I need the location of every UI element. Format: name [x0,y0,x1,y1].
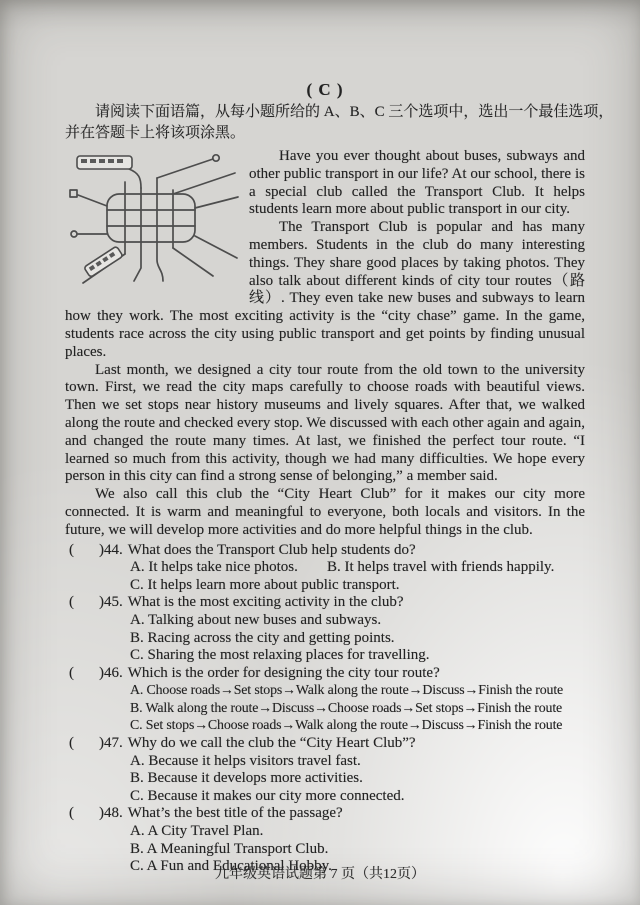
question-text: What does the Transport Club help students do? [127,541,416,558]
question-text: Why do we call the club the “City Heart Club”? [127,735,416,752]
option-a: A. Choose roads→Set stops→Walk along the route→Discuss→Finish the route [130,683,564,699]
option-c: C. Set stops→Choose roads→Walk along the route→Discuss→Finish the route [130,718,563,734]
option-a: A. It helps take nice photos. [130,559,298,576]
passage-paragraph-3: Last month, we designed a city tour route from the old town to the university town. First, we read the city maps carefully to choose roads with beautiful views. Then we set stops near history museums and lively squares. After that, we walked along the route and checked every stop. We discussed with each other again and again, and changed the route many times. At last, we finished the perfect tour route. “I learned so much from this activity, though we had many difficulties. We hope every person in this city can find a strong sense of belonging,” a member said. [65,361,585,485]
instruction-line-1: 请阅读下面语篇，从每小题所给的 A、B、C 三个选项中，选出一个最佳选项， [95,104,614,120]
option-a: A. Because it helps visitors travel fast. [130,752,361,769]
transit-map-illustration [65,150,241,290]
question-text: What’s the best title of the passage? [127,805,343,822]
answer-bracket: ( [69,805,74,822]
option-a: A. Talking about new buses and subways. [130,611,382,628]
passage-paragraph-2: The Transport Club is popular and has many members. Students in the club do many interesting things. They share good places by taking photos. They also talk about different kinds of city tour routes（路线）. They even take new buses and subways to learn how they work. The most exciting activity is the “city chase” game. In the game, students race across the city using public transport and get points by finding unusual places. [65,219,585,360]
page-content [65,80,614,876]
question-47 [65,735,585,805]
question-list [65,542,585,876]
question-number: )44. [99,541,123,558]
question-number: )46. [99,664,123,681]
question-number: )47. [99,735,123,752]
answer-bracket: ( [69,664,74,681]
answer-bracket: ( [69,594,74,611]
option-b: B. Because it develops more activities. [130,770,363,787]
transit-map-icon [65,150,241,290]
option-c: C. Because it makes our city more connected. [130,787,405,804]
question-number: )45. [99,594,123,611]
option-b: B. A Meaningful Transport Club. [130,840,329,857]
page-footer: 九年级英语试题第 7 页（共12页） [215,867,425,882]
passage-paragraph-1: Have you ever thought about buses, subways and other public transport in our life? At our school, there is a special club called the Transport Club. It helps students learn more about public transport in our city. [249,148,585,218]
question-text: What is the most exciting activity in the club? [127,594,404,611]
question-number: )48. [99,805,123,822]
option-a: A. A City Travel Plan. [130,823,264,840]
question-44 [65,542,585,595]
option-b: B. It helps travel with friends happily. [327,559,555,576]
section-label: ( C ) [306,80,344,99]
option-b: B. Racing across the city and getting points. [130,629,395,646]
answer-bracket: ( [69,541,74,558]
option-c: C. It helps learn more about public transport. [130,576,400,593]
option-b: B. Walk along the route→Discuss→Choose roads→Set stops→Finish the route [130,700,563,716]
passage-paragraph-4: We also call this club the “City Heart Club” for it makes our city more connected. It is warm and meaningful to everyone, both locals and visitors. In the future, we will develop more activities and do more helpful things in the club. [65,486,585,538]
answer-bracket: ( [69,735,74,752]
option-c: C. Sharing the most relaxing places for travelling. [130,647,430,664]
option-c: C. A Fun and Educational Hobby. [130,858,332,875]
question-46 [65,665,585,735]
question-45 [65,594,585,664]
instruction-line-2: 并在答题卡上将该项涂黑。 [65,125,246,141]
reading-passage [65,148,585,540]
question-text: Which is the order for designing the city tour route? [127,664,440,681]
